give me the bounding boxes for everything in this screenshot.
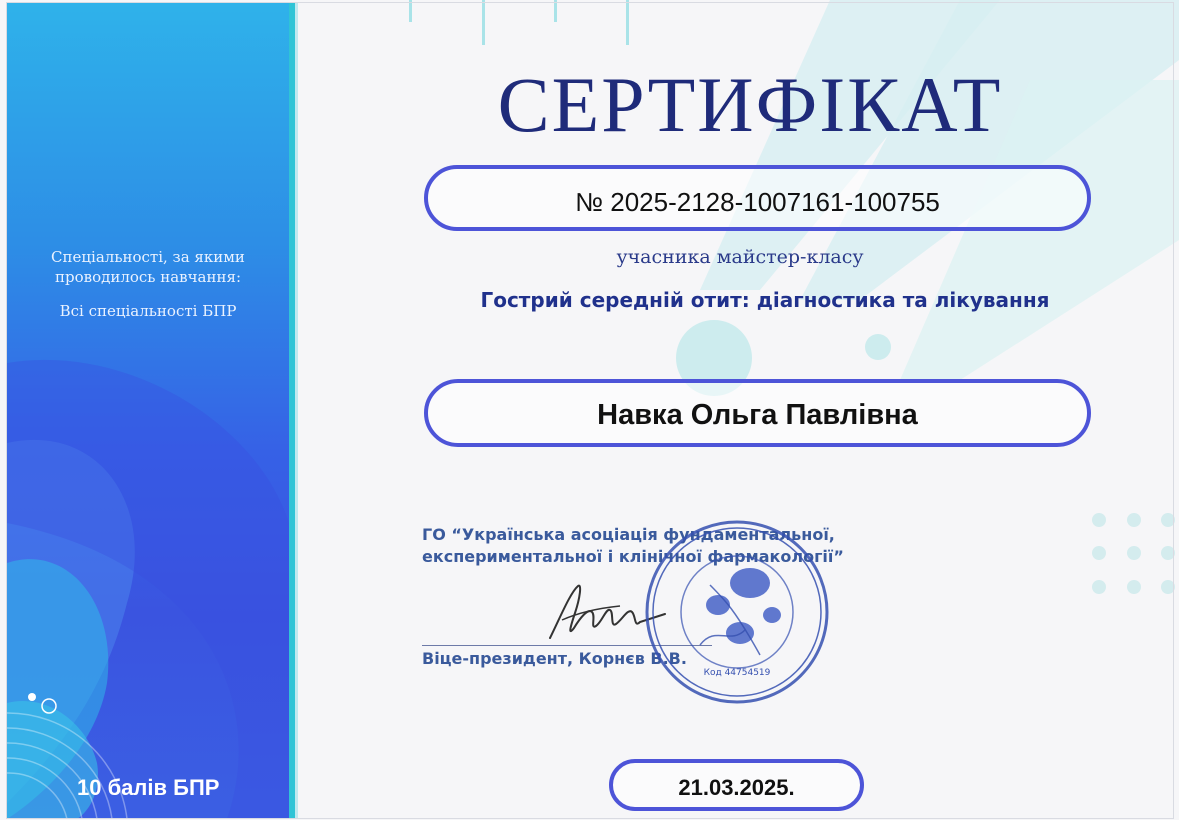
stamp-icon <box>640 515 835 710</box>
panel-waves <box>7 3 289 819</box>
certificate-number: № 2025-2128-1007161-100755 <box>575 187 940 217</box>
organization-line2: експериментальної і клінічної фармакології” <box>422 547 844 566</box>
signer-position: Віце-президент, Корнєв В.В. <box>422 649 687 668</box>
date-box <box>609 759 864 811</box>
specialties-label-line1: Спеціальності, за якими <box>51 248 245 266</box>
specialties-label-line2: проводилось навчання: <box>55 268 241 286</box>
left-panel <box>7 3 289 819</box>
credits-label: 10 балів БПР <box>77 775 220 800</box>
accent-stripe-light <box>295 3 298 819</box>
participant-label: учасника майстер-класу <box>616 246 864 268</box>
course-title: Гострий середній отит: діагностика та лікування <box>480 288 1050 312</box>
recipient-name: Навка Ольга Павлівна <box>597 399 918 431</box>
certificate-title: СЕРТИФІКАТ <box>497 61 1003 148</box>
organization-line1: ГО “Українська асоціація фундаментальної, <box>422 525 835 544</box>
stamp-code: Код 44754519 <box>703 668 771 678</box>
certificate-number-box <box>424 165 1091 231</box>
specialties-value: Всі спеціальності БПР <box>59 302 237 320</box>
recipient-name-box <box>424 379 1091 447</box>
specialties-block <box>7 247 289 321</box>
certificate-date: 21.03.2025. <box>678 775 795 800</box>
